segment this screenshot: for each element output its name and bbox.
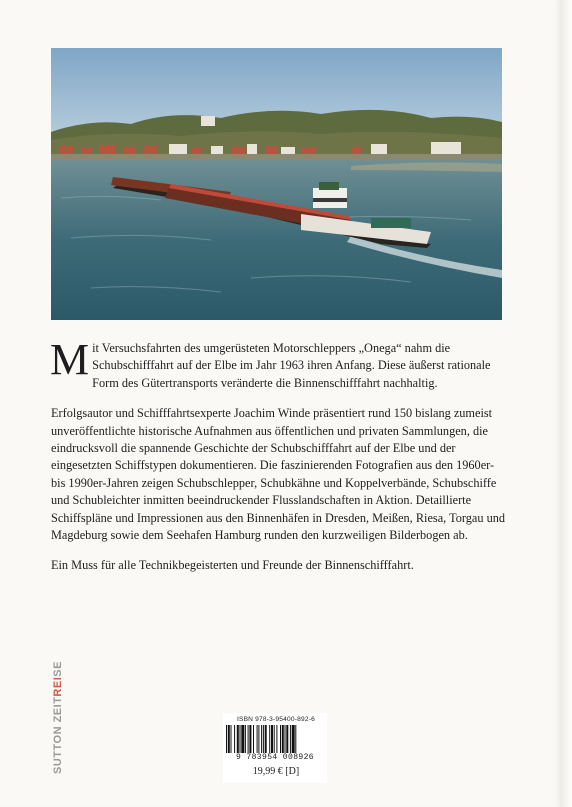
closing-paragraph: Ein Muss für alle Technikbegeisterten und Freunde der Binnenschifffahrt. bbox=[51, 558, 414, 573]
riverboat-photo-icon bbox=[51, 48, 502, 320]
intro-text: it Versuchsfahrten des umgerüsteten Motorschleppers „Onega“ nahm die Schubschifffahrt auf der Elbe im Jahr 1963 ihren Anfang. Diese äußerst rationale Form des Gütertransports veränderte die Binnenschifffahrt nachhaltig. bbox=[92, 341, 491, 390]
publisher-logo: SUTTON ZEITREISE bbox=[52, 661, 64, 774]
dropcap-letter: M bbox=[50, 335, 90, 384]
blurb bbox=[50, 335, 506, 588]
intro-paragraph bbox=[50, 335, 506, 392]
page-edge bbox=[560, 0, 572, 807]
barcode-icon bbox=[226, 725, 322, 753]
isbn-label: ISBN 978-3-95400-892-6 bbox=[236, 716, 316, 723]
cover-photo bbox=[51, 48, 502, 320]
body-paragraph: Erfolgsautor und Schifffahrtsexperte Joachim Winde präsentiert rund 150 bislang zumeist unveröffentlichte historische Aufnahmen aus öffentlichen und privaten Sammlungen, die eindrucksvoll die spannende Geschichte der Schubschifffahrt auf der Elbe und der eingesetzten Schiffstypen dokumentieren. Die faszinierenden Fotografien aus den 1960er- bis 1990er-Jahren zeigen Schubschlepper, Schubkähne und Koppelverbände, Schubschiffe und Schubleichter inmitten beeindruckender Flusslandschaften in Aktion. Detaillierte Schiffspläne und Impressionen aus den Binnenhäfen in Dresden, Meißen, Riesa, Torgau und Magdeburg sowie dem Seehafen Hamburg runden den kurzweiligen Bilderbogen ab. bbox=[51, 406, 506, 543]
barcode-digits: 9 783954 008926 bbox=[235, 753, 314, 762]
price-label: 19,99 € [D] bbox=[252, 766, 300, 777]
